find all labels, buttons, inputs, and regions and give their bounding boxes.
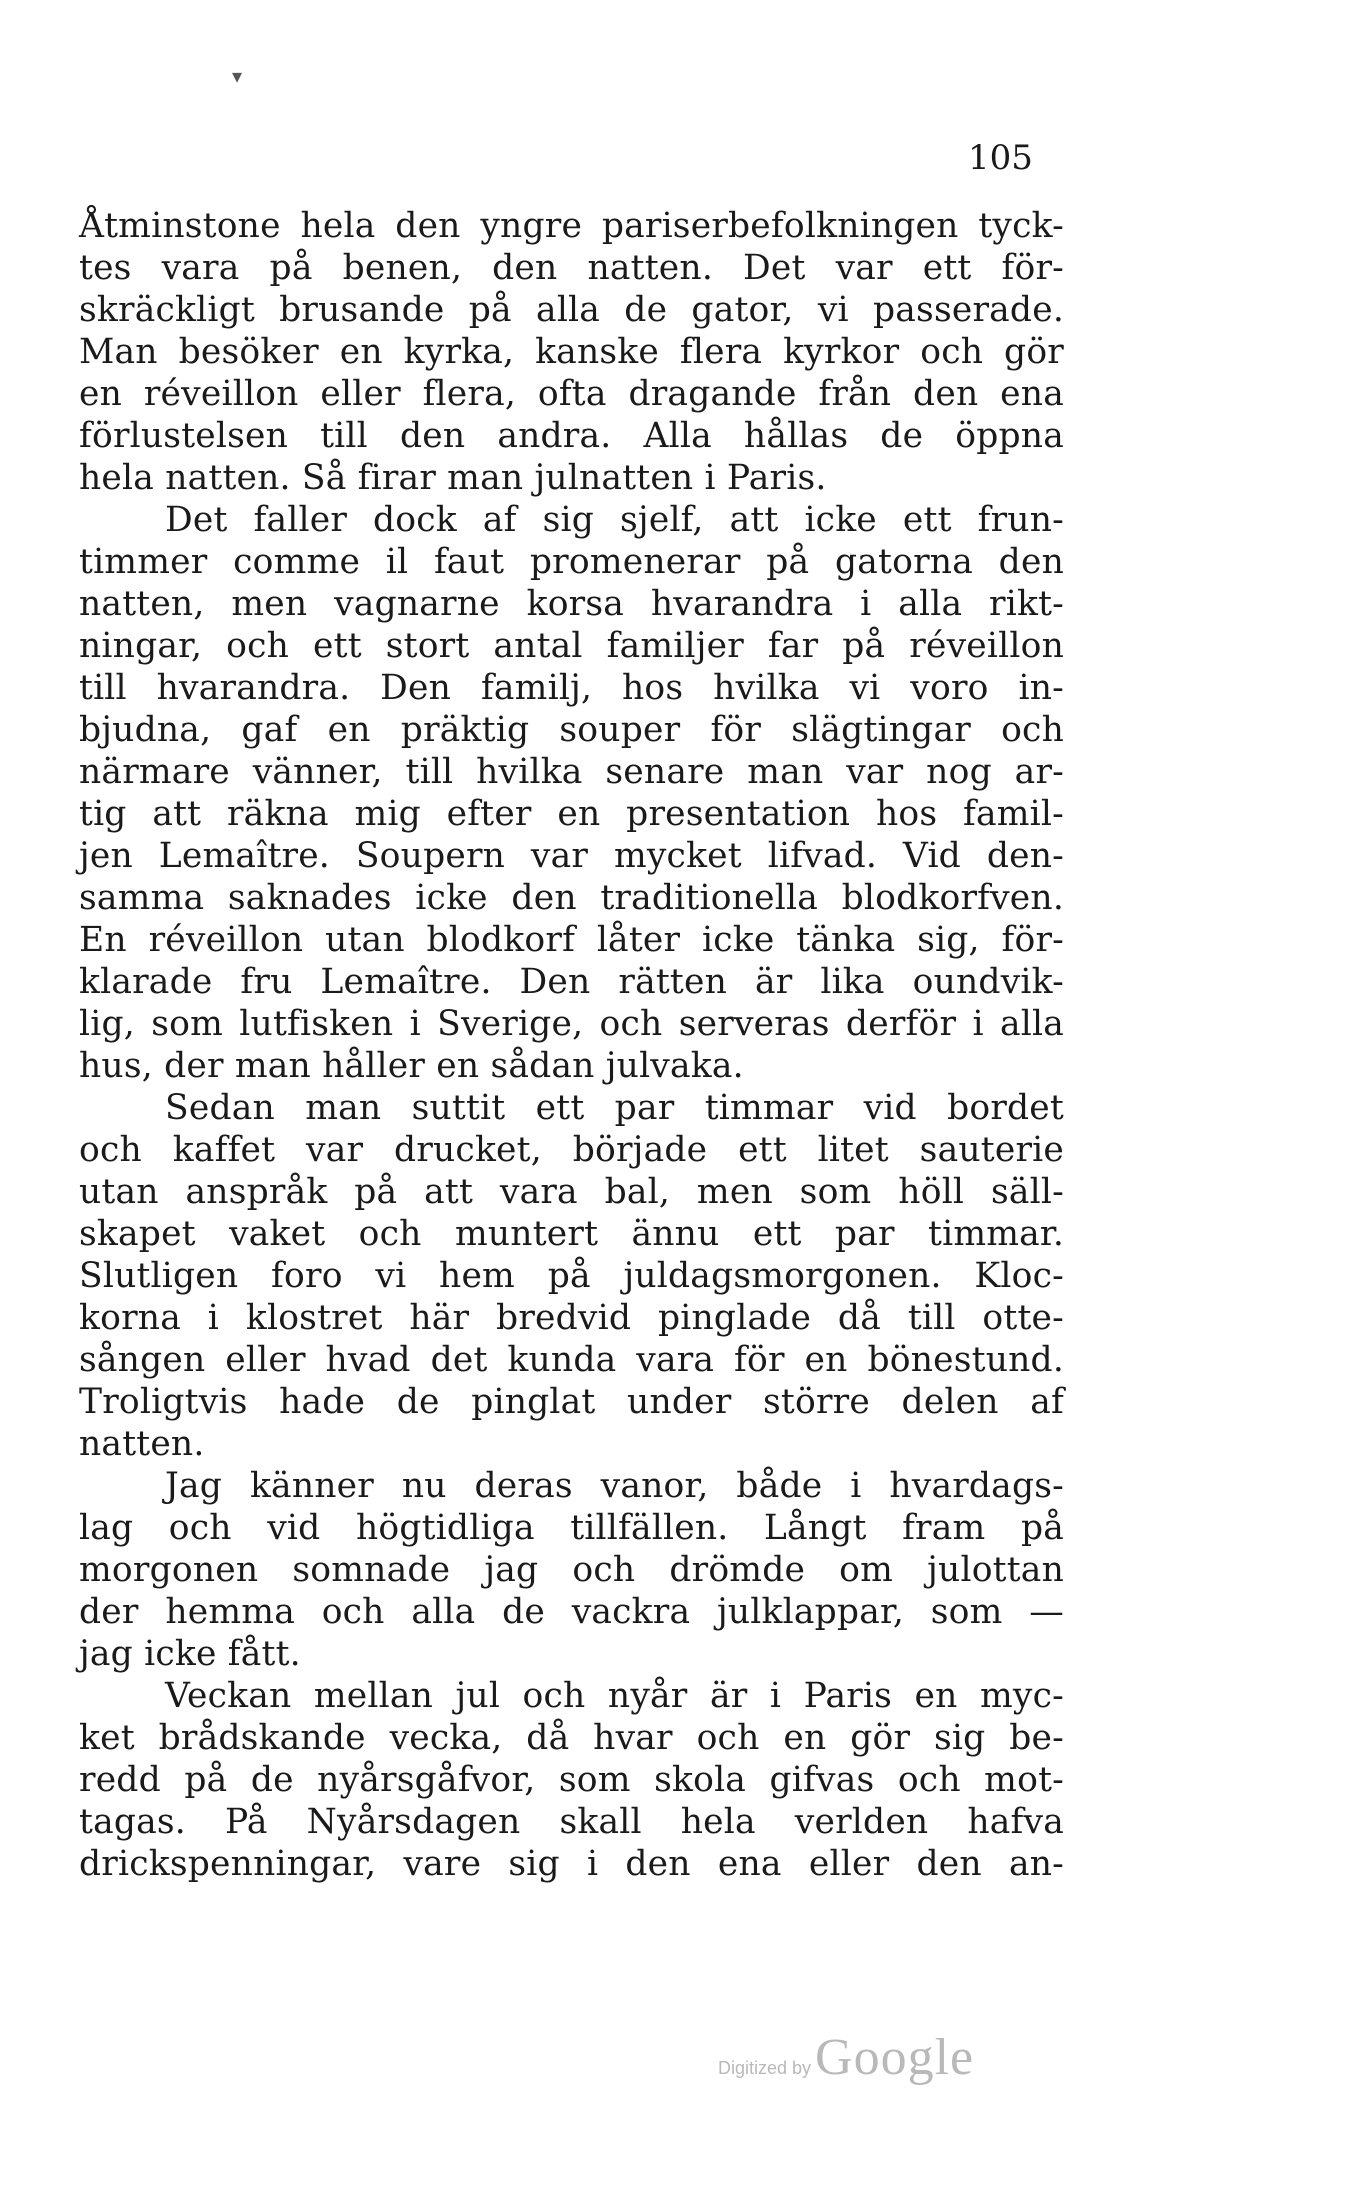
google-logo: Google [815, 2029, 975, 2086]
text-line: Troligtvis hade de pinglat under större delen af [79, 1382, 1064, 1422]
text-line: utan anspråk på att vara bal, men som höll säll- [79, 1172, 1064, 1212]
stray-mark: ▾ [232, 64, 243, 88]
text-line: drickspenningar, vare sig i den ena eller den an- [79, 1844, 1064, 1884]
text-line: der hemma och alla de vackra julklappar, som — [79, 1592, 1064, 1632]
text-line: närmare vänner, till hvilka senare man var nog ar- [79, 752, 1064, 792]
text-line: förlustelsen till den andra. Alla hållas de öppna [79, 416, 1064, 456]
text-line: samma saknades icke den traditionella blodkorfven. [79, 878, 1064, 918]
text-line: och kaffet var drucket, började ett litet sauterie [79, 1130, 1064, 1170]
text-line: morgonen somnade jag och drömde om julottan [79, 1550, 1064, 1590]
text-line: till hvarandra. Den familj, hos hvilka vi voro in- [79, 668, 1064, 708]
text-line: redd på de nyårsgåfvor, som skola gifvas och mot- [79, 1760, 1064, 1800]
text-line: Sedan man suttit ett par timmar vid bordet [165, 1088, 1064, 1128]
text-line: klarade fru Lemaître. Den rätten är lika oundvik- [79, 962, 1064, 1002]
text-line: Jag känner nu deras vanor, både i hvardags- [165, 1466, 1064, 1506]
text-line: hela natten. Så firar man julnatten i Paris. [79, 458, 827, 498]
text-line: Man besöker en kyrka, kanske flera kyrkor och gör [79, 332, 1064, 372]
text-line: en réveillon eller flera, ofta dragande från den ena [79, 374, 1064, 414]
text-line: tes vara på benen, den natten. Det var ett för- [79, 248, 1064, 288]
text-line: tagas. På Nyårsdagen skall hela verlden hafva [79, 1802, 1064, 1842]
watermark-prefix: Digitized by [718, 2058, 812, 2078]
text-line: jag icke fått. [79, 1634, 301, 1674]
text-line: sången eller hvad det kunda vara för en bönestund. [79, 1340, 1064, 1380]
text-line: jen Lemaître. Soupern var mycket lifvad. Vid den- [79, 836, 1064, 876]
text-line: hus, der man håller en sådan julvaka. [79, 1046, 744, 1086]
text-line: tig att räkna mig efter en presentation hos famil- [79, 794, 1064, 834]
text-line: ket brådskande vecka, då hvar och en gör sig be- [79, 1718, 1064, 1758]
digitized-watermark [718, 2028, 974, 2087]
text-line: bjudna, gaf en präktig souper för slägtingar och [79, 710, 1064, 750]
body-text [79, 205, 1064, 1885]
text-line: Åtminstone hela den yngre pariserbefolkningen tyck- [79, 206, 1064, 246]
text-line: natten, men vagnarne korsa hvarandra i alla rikt- [79, 584, 1064, 624]
text-line: timmer comme il faut promenerar på gatorna den [79, 542, 1064, 582]
text-line: ningar, och ett stort antal familjer far på réveillon [79, 626, 1064, 666]
text-line: lig, som lutfisken i Sverige, och serveras derför i alla [79, 1004, 1064, 1044]
text-line: skapet vaket och muntert ännu ett par timmar. [79, 1214, 1064, 1254]
text-line: Slutligen foro vi hem på juldagsmorgonen. Kloc- [79, 1256, 1064, 1296]
text-line: lag och vid högtidliga tillfällen. Långt fram på [79, 1508, 1064, 1548]
text-line: En réveillon utan blodkorf låter icke tänka sig, för- [79, 920, 1064, 960]
page-number: 105 [968, 138, 1033, 178]
text-line: natten. [79, 1424, 205, 1464]
text-line: korna i klostret här bredvid pinglade då till otte- [79, 1298, 1064, 1338]
text-line: Det faller dock af sig sjelf, att icke ett frun- [165, 500, 1064, 540]
text-line: skräckligt brusande på alla de gator, vi passerade. [79, 290, 1064, 330]
text-line: Veckan mellan jul och nyår är i Paris en myc- [165, 1676, 1064, 1716]
